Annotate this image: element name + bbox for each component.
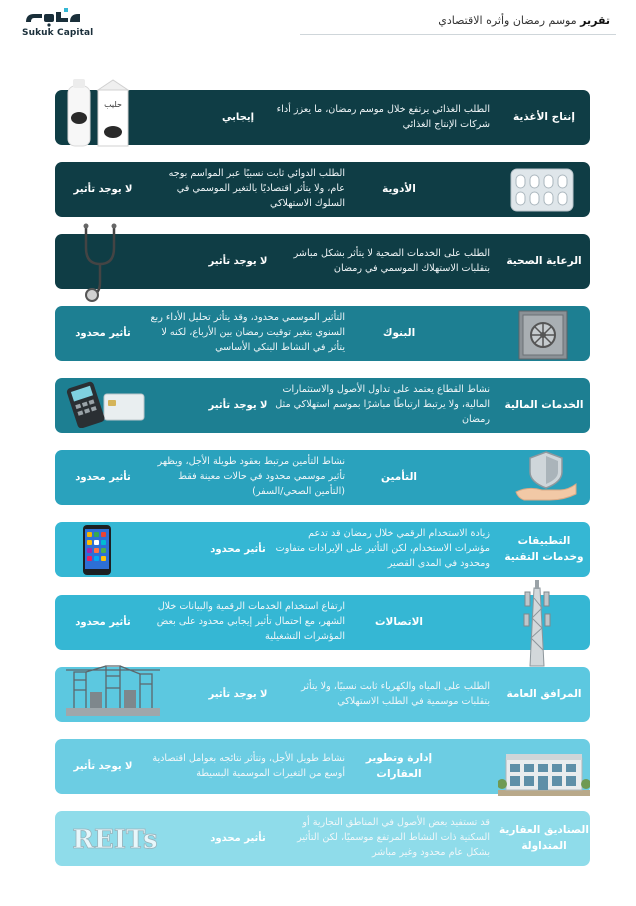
reits-text-icon [70, 818, 160, 860]
sector-description: نشاط التأمين مرتبط بعقود طويلة الأجل، ويظهر تأثير موسمي محدود في حالات معينة فقط (التأمين الصحي/السفر) [157, 456, 345, 497]
bank-vault-icon [518, 310, 568, 360]
sector-impact: لا يوجد تأثير [208, 689, 268, 700]
milk-cartons-icon [62, 76, 138, 152]
telecom-tower-icon [522, 578, 552, 668]
logo-mark-icon [24, 8, 82, 28]
sector-description: الطلب على الخدمات الصحية لا يتأثر بشكل مباشر بتقلبات الاستهلاك الموسمي في رمضان [293, 247, 490, 274]
sector-description: الطلب على المياه والكهرباء ثابت نسبيًا، ولا يتأثر بتقلبات موسمية في الطلب الاستهلاكي [301, 680, 490, 707]
sector-row-healthcare [55, 234, 590, 289]
sector-description: نشاط القطاع يعتمد على تداول الأصول والاستثمارات المالية، ولا يرتبط ارتباطًا مباشرًا بموسم استهلاكي مثل رمضان [275, 384, 490, 425]
sector-impact: لا يوجد تأثير [208, 256, 268, 267]
sector-description: التأثير الموسمي محدود، وقد يتأثر تحليل الأداء ربع السنوي بتغير توقيت رمضان بين الأرباع، لكنه لا يتأثر في النشاط البنكي الأساسي [150, 312, 345, 353]
sector-impact: تأثير محدود [210, 833, 266, 844]
sector-category: الأدوية [382, 182, 416, 195]
sector-category: الرعاية الصحية [506, 254, 582, 267]
sector-category: الاتصالات [374, 615, 424, 628]
sector-category: المرافق العامة [506, 687, 582, 700]
milk-label: حليب [104, 100, 122, 109]
smartphone-icon [82, 524, 112, 576]
logo-text: Sukuk Capital [22, 28, 94, 38]
pill-blister-icon [510, 168, 574, 212]
sector-description: قد تستفيد بعض الأصول في المناطق التجارية أو السكنية ذات النشاط المرتفع موسميًا، لكن التأثير بشكل عام محدود وغير مباشر [297, 817, 490, 858]
page-title [438, 14, 610, 27]
sector-description: الطلب الغذائي يرتفع خلال موسم رمضان، ما يعزز أداء شركات الإنتاج الغذائي [276, 103, 490, 130]
sector-impact: إيجابي [221, 112, 255, 123]
sector-category: الصناديق العقارية المتداولة [499, 824, 589, 852]
sukuk-capital-logo [20, 8, 94, 40]
sector-description: ارتفاع استخدام الخدمات الرقمية والبيانات خلال الشهر، مع احتمال تأثير إيجابي محدود على بعض المؤشرات التشغيلية [156, 601, 345, 642]
reits-label: REITs [72, 825, 158, 855]
sector-row-tech-apps [55, 522, 590, 577]
sector-impact: تأثير محدود [75, 328, 131, 339]
shield-hand-icon [514, 448, 578, 502]
sector-row-banks [55, 306, 590, 361]
sector-description: الطلب الدوائي ثابت نسبيًا عبر المواسم بوجه عام، ولا يتأثر اقتصاديًا بالتغير الموسمي في السلوك الاستهلاكي [168, 168, 345, 209]
real-estate-building-icon [498, 752, 590, 796]
sector-impact: تأثير محدود [75, 472, 131, 483]
sector-impact: تأثير محدود [75, 617, 131, 628]
sector-description: زيادة الاستخدام الرقمي خلال رمضان قد تدعم مؤشرات الاستخدام، لكن التأثير على الإيرادات متفاوت ومحدود في المدى القصير [275, 528, 490, 569]
sector-category: إدارة وتطوير العقارات [365, 752, 433, 780]
sector-impact: لا يوجد تأثير [208, 400, 268, 411]
page-header [0, 0, 636, 44]
sector-impact: تأثير محدود [210, 544, 266, 555]
sector-row-insurance [55, 450, 590, 505]
sector-category: إنتاج الأغذية [513, 110, 575, 123]
sector-row-telecom [55, 595, 590, 650]
sector-category: التأمين [381, 470, 418, 483]
title-bold: تقرير [580, 14, 610, 27]
power-substation-icon [66, 658, 160, 716]
sector-category: الخدمات المالية [504, 398, 584, 411]
payment-terminal-icon [64, 380, 146, 428]
sector-category: البنوك [382, 326, 416, 339]
title-rest: موسم رمضان وأثره الاقتصادي [438, 14, 581, 27]
sector-impact: لا يوجد تأثير [73, 761, 133, 772]
sector-impact: لا يوجد تأثير [73, 184, 133, 195]
stethoscope-icon [78, 222, 124, 304]
sector-description: نشاط طويل الأجل، وتتأثر نتائجه بعوامل اقتصادية أوسع من التغيرات الموسمية البسيطة [152, 752, 345, 779]
header-divider [300, 34, 616, 35]
sector-category: التطبيقات وخدمات التقنية [504, 535, 584, 563]
